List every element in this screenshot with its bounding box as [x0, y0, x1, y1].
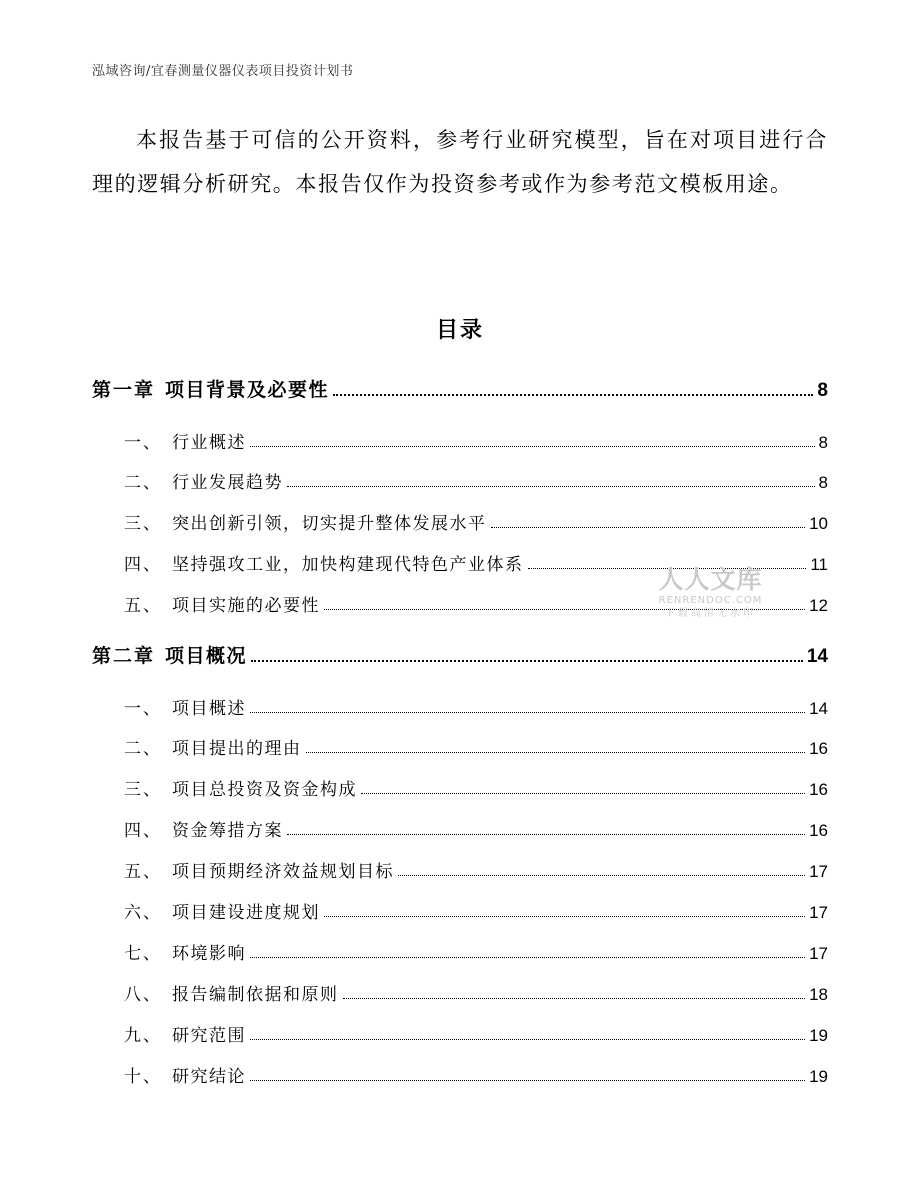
toc-entry-page: 16	[809, 821, 828, 840]
toc-dot-leader	[491, 527, 806, 528]
toc-entry-page: 16	[809, 780, 828, 799]
toc-entry-number: 第二章	[92, 645, 156, 667]
toc-entry-label: 项目概述	[172, 699, 246, 719]
toc-entry-section[interactable]	[124, 1061, 828, 1087]
toc-entry-number: 三、	[124, 514, 162, 534]
toc-entry-page: 17	[809, 862, 828, 881]
toc-dot-leader	[343, 998, 806, 999]
toc-entry-number: 二、	[124, 739, 162, 759]
toc-entry-number: 五、	[124, 596, 162, 616]
toc-dot-leader	[361, 793, 805, 794]
toc-entry-page: 12	[809, 596, 828, 615]
toc-entry-page: 11	[810, 555, 828, 574]
toc-entry-page: 8	[818, 433, 828, 452]
toc-entry-label: 资金筹措方案	[172, 821, 283, 841]
toc-entry-section[interactable]	[124, 979, 828, 1005]
toc-entry-page: 18	[809, 985, 828, 1004]
toc-entry-label: 研究结论	[172, 1067, 246, 1087]
toc-dot-leader	[250, 1080, 805, 1081]
toc-entry-number: 六、	[124, 903, 162, 923]
toc-entry-page: 8	[818, 473, 828, 492]
toc-entry-section[interactable]	[124, 774, 828, 800]
toc-entry-section[interactable]	[124, 815, 828, 841]
toc-entry-page: 19	[809, 1067, 828, 1086]
toc-entry-section[interactable]	[124, 467, 828, 493]
toc-entry-label: 项目预期经济效益规划目标	[172, 862, 394, 882]
toc-entry-section[interactable]	[124, 693, 828, 719]
toc-entry-label: 项目实施的必要性	[172, 596, 320, 616]
toc-entry-page: 8	[817, 380, 828, 401]
toc-dot-leader	[250, 957, 805, 958]
toc-entry-section[interactable]	[124, 1020, 828, 1046]
toc-entry-label: 项目建设进度规划	[172, 903, 320, 923]
toc-entry-chapter[interactable]	[92, 642, 828, 668]
toc-entry-label: 坚持强攻工业，加快构建现代特色产业体系	[172, 555, 524, 575]
toc-entry-section[interactable]	[124, 427, 828, 453]
toc-entry-number: 八、	[124, 985, 162, 1005]
toc-entry-page: 19	[809, 1026, 828, 1045]
toc-entry-page: 17	[809, 944, 828, 963]
toc-entry-number: 五、	[124, 862, 162, 882]
running-header: 泓域咨询/宜春测量仪器仪表项目投资计划书	[92, 64, 354, 79]
toc-entry-label: 行业概述	[172, 433, 246, 453]
toc-entry-label: 行业发展趋势	[172, 473, 283, 493]
toc-entry-page: 10	[809, 514, 828, 533]
toc-entry-page: 14	[809, 699, 828, 718]
toc-entry-number: 七、	[124, 944, 162, 964]
watermark-domain: RENRENDOC.COM	[658, 595, 763, 606]
toc-entry-label: 项目概况	[165, 645, 248, 667]
toc-dot-leader	[250, 1039, 805, 1040]
toc-entry-section[interactable]	[124, 897, 828, 923]
toc-dot-leader	[333, 394, 813, 396]
toc-entry-number: 第一章	[92, 379, 156, 401]
watermark-title: 人人文库	[658, 565, 763, 594]
toc-entry-section[interactable]	[124, 508, 828, 534]
intro-paragraph: 本报告基于可信的公开资料，参考行业研究模型，旨在对项目进行合理的逻辑分析研究。本报告仅作为投资参考或作为参考范文模板用途。	[92, 128, 828, 196]
toc-dot-leader	[324, 916, 805, 917]
toc-entry-number: 四、	[124, 555, 162, 575]
toc-entry-section[interactable]	[124, 856, 828, 882]
toc-entry-page: 14	[806, 646, 828, 667]
toc-entry-label: 环境影响	[172, 944, 246, 964]
toc-entry-number: 四、	[124, 821, 162, 841]
toc-dot-leader	[251, 660, 803, 662]
toc-entry-page: 16	[809, 739, 828, 758]
toc-entry-number: 二、	[124, 473, 162, 493]
toc-entry-number: 十、	[124, 1067, 162, 1087]
toc-dot-leader	[250, 446, 815, 447]
toc-entry-label: 项目总投资及资金构成	[172, 780, 357, 800]
toc-entry-section[interactable]	[124, 938, 828, 964]
toc-dot-leader	[287, 486, 815, 487]
toc-entry-number: 三、	[124, 780, 162, 800]
toc-entry-number: 九、	[124, 1026, 162, 1046]
toc-entry-label: 项目背景及必要性	[165, 379, 330, 401]
toc-dot-leader	[250, 712, 805, 713]
toc-entry-label: 报告编制依据和原则	[172, 985, 339, 1005]
watermark-subtitle: 下载高清无水印	[665, 608, 756, 619]
toc-entry-label: 项目提出的理由	[172, 739, 302, 759]
toc-entry-chapter[interactable]	[92, 376, 828, 402]
toc-dot-leader	[398, 875, 805, 876]
watermark	[648, 565, 773, 621]
toc-entry-page: 17	[809, 903, 828, 922]
toc-entry-number: 一、	[124, 699, 162, 719]
toc-entry-label: 研究范围	[172, 1026, 246, 1046]
toc-title: 目录	[435, 318, 484, 343]
toc-entry-number: 一、	[124, 433, 162, 453]
toc-dot-leader	[306, 752, 806, 753]
toc-entry-section[interactable]	[124, 733, 828, 759]
toc-dot-leader	[287, 834, 805, 835]
toc-entry-label: 突出创新引领，切实提升整体发展水平	[172, 514, 487, 534]
